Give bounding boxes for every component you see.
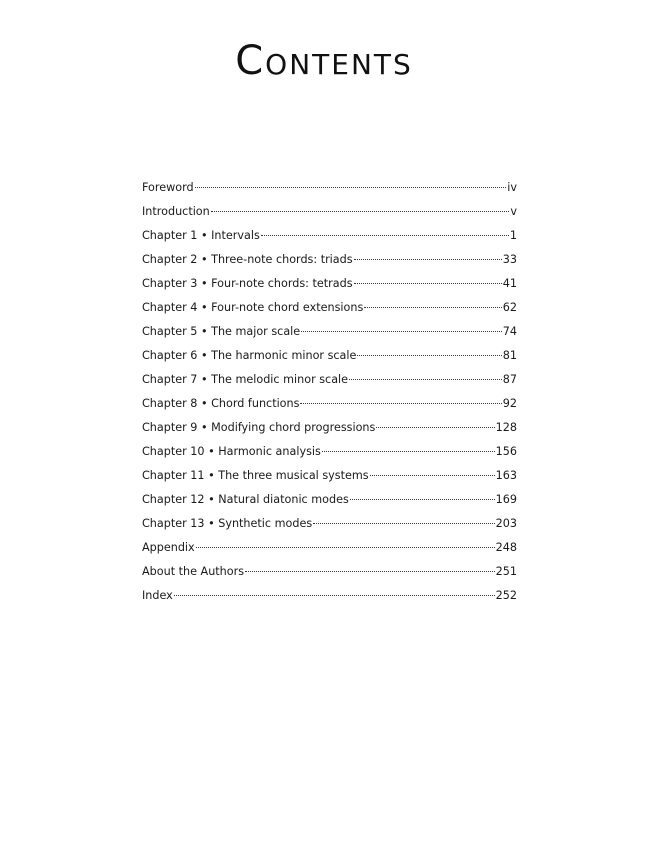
toc-entry-page-number: 248	[495, 541, 517, 554]
toc-entry	[142, 512, 517, 536]
dot-leader	[349, 379, 502, 380]
toc-entry-label: Chapter 10 • Harmonic analysis	[142, 445, 321, 458]
dot-leader	[211, 211, 510, 212]
toc-entry-label: Chapter 12 • Natural diatonic modes	[142, 493, 349, 506]
toc-entry	[142, 200, 517, 224]
toc-entry	[142, 416, 517, 440]
toc-entry-page-number: 41	[502, 277, 517, 290]
toc-entry	[142, 560, 517, 584]
toc-entry-page-number: 92	[502, 397, 517, 410]
toc-entry	[142, 440, 517, 464]
dot-leader	[195, 187, 507, 188]
toc-entry	[142, 536, 517, 560]
toc-entry-label: Chapter 11 • The three musical systems	[142, 469, 369, 482]
toc-entry-page-number: 81	[502, 349, 517, 362]
toc-entry-label: Chapter 1 • Intervals	[142, 229, 260, 242]
toc-entry	[142, 176, 517, 200]
toc-entry	[142, 248, 517, 272]
toc-entry-page-number: 128	[495, 421, 517, 434]
toc-entry-page-number: 163	[495, 469, 517, 482]
toc-entry-page-number: 33	[502, 253, 517, 266]
toc-entry-page-number: 251	[495, 565, 517, 578]
toc-entry-page-number: iv	[507, 181, 517, 194]
dot-leader	[350, 499, 495, 500]
toc-entry	[142, 464, 517, 488]
toc-entry-page-number: 156	[495, 445, 517, 458]
toc-entry	[142, 488, 517, 512]
toc-entry-label: About the Authors	[142, 565, 245, 578]
toc-entry	[142, 584, 517, 608]
toc-entry-label: Chapter 9 • Modifying chord progressions	[142, 421, 376, 434]
toc-entry-page-number: 1	[509, 229, 517, 242]
toc-entry-label: Chapter 5 • The major scale	[142, 325, 301, 338]
toc-entry-label: Chapter 13 • Synthetic modes	[142, 517, 313, 530]
toc-entry-label: Index	[142, 589, 173, 602]
dot-leader	[300, 403, 501, 404]
toc-entry-label: Introduction	[142, 205, 210, 218]
toc-entry-page-number: 169	[495, 493, 517, 506]
toc-entry	[142, 296, 517, 320]
dot-leader	[301, 331, 502, 332]
toc-entry-label: Chapter 8 • Chord functions	[142, 397, 300, 410]
toc-entry-label: Chapter 7 • The melodic minor scale	[142, 373, 349, 386]
table-of-contents	[142, 176, 517, 608]
toc-entry	[142, 368, 517, 392]
dot-leader	[245, 571, 495, 572]
page-title: Contents	[235, 38, 413, 84]
toc-entry-page-number: 203	[495, 517, 517, 530]
dot-leader	[313, 523, 494, 524]
toc-entry-label: Chapter 3 • Four-note chords: tetrads	[142, 277, 353, 290]
toc-entry	[142, 224, 517, 248]
dot-leader	[370, 475, 495, 476]
dot-leader	[364, 307, 501, 308]
toc-entry-page-number: 252	[495, 589, 517, 602]
toc-entry-page-number: v	[510, 205, 517, 218]
dot-leader	[322, 451, 495, 452]
toc-entry	[142, 272, 517, 296]
toc-entry-label: Chapter 4 • Four-note chord extensions	[142, 301, 364, 314]
toc-entry	[142, 320, 517, 344]
toc-entry-label: Foreword	[142, 181, 194, 194]
dot-leader	[354, 283, 502, 284]
toc-entry-label: Chapter 6 • The harmonic minor scale	[142, 349, 357, 362]
dot-leader	[357, 355, 501, 356]
dot-leader	[174, 595, 495, 596]
dot-leader	[376, 427, 494, 428]
toc-entry-label: Appendix	[142, 541, 195, 554]
dot-leader	[354, 259, 502, 260]
toc-entry	[142, 392, 517, 416]
toc-entry-page-number: 74	[502, 325, 517, 338]
toc-entry-label: Chapter 2 • Three-note chords: triads	[142, 253, 353, 266]
dot-leader	[261, 235, 509, 236]
toc-entry-page-number: 62	[502, 301, 517, 314]
toc-entry	[142, 344, 517, 368]
dot-leader	[196, 547, 495, 548]
toc-entry-page-number: 87	[502, 373, 517, 386]
